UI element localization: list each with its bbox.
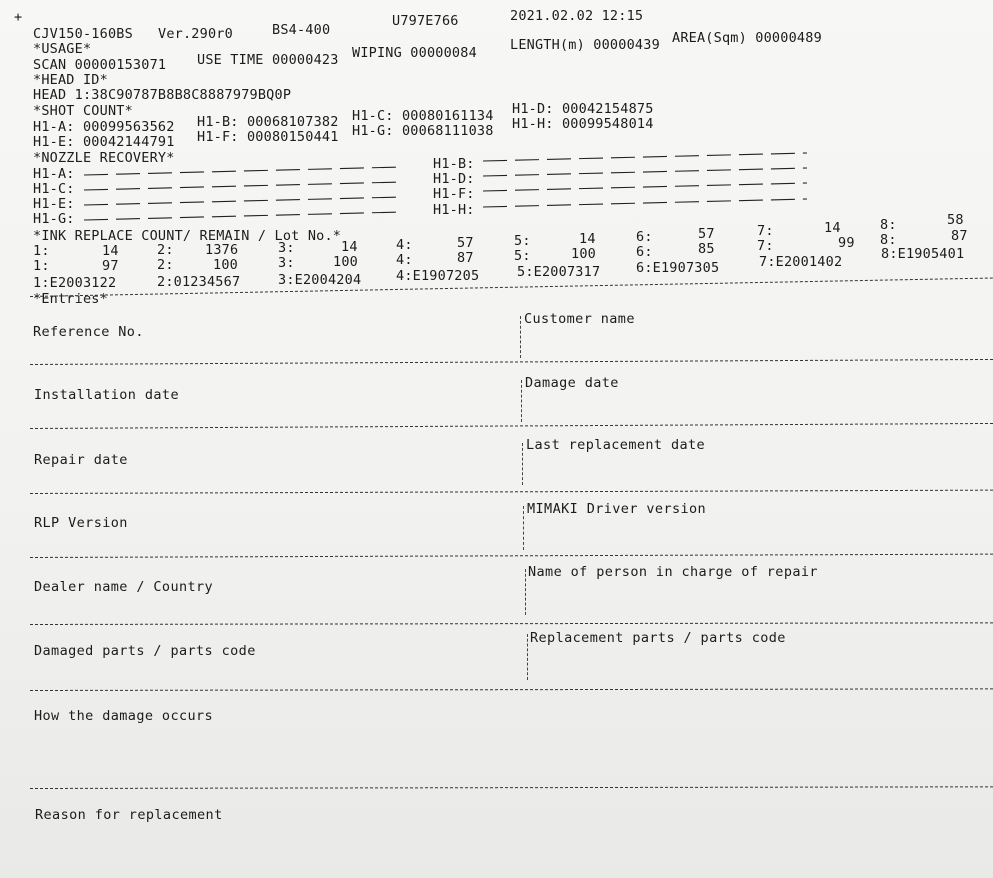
row-rule-4 — [30, 554, 993, 558]
remain-slot-2: 2: — [157, 257, 174, 273]
count-value-1: 14 — [102, 243, 119, 259]
remain-slot-7: 7: — [757, 238, 774, 254]
row-rule-5 — [30, 622, 993, 625]
model-name: CJV150-160BS — [33, 26, 133, 42]
remain-value-8: 87 — [951, 228, 968, 244]
label-person-in-charge: Name of person in charge of repair — [528, 564, 818, 580]
count-value-2: 1376 — [205, 242, 239, 258]
shot-count-d: H1-D: 00042154875 — [512, 101, 654, 117]
remain-slot-4: 4: — [396, 252, 413, 268]
remain-value-2: 100 — [213, 257, 238, 273]
row-rule-6 — [30, 688, 993, 691]
count-value-6: 57 — [698, 226, 715, 242]
shot-count-b: H1-B: 00068107382 — [197, 114, 339, 130]
count-slot-7: 7: — [757, 223, 774, 239]
shot-count-a: H1-A: 00099563562 — [33, 119, 175, 135]
nozzle-dashes-e — [84, 194, 404, 206]
nozzle-label-h: H1-H: — [433, 202, 475, 218]
remain-value-1: 97 — [102, 258, 119, 274]
count-slot-4: 4: — [396, 237, 413, 253]
remain-slot-8: 8: — [880, 232, 897, 248]
usage-area: AREA(Sqm) 00000489 — [672, 30, 822, 46]
row-rule-2 — [30, 423, 993, 429]
remain-value-4: 87 — [457, 250, 474, 266]
serial-number: U797E766 — [392, 13, 459, 29]
nozzle-label-g: H1-G: — [33, 211, 75, 227]
nozzle-dashes-d — [483, 165, 809, 177]
usage-use-time: USE TIME 00000423 — [197, 52, 339, 68]
label-rlp-version: RLP Version — [34, 515, 128, 531]
count-value-3: 14 — [341, 239, 358, 255]
corner-mark: + — [14, 9, 23, 25]
column-divider-3 — [522, 443, 523, 485]
shot-count-h: H1-H: 00099548014 — [512, 116, 654, 132]
nozzle-dashes-g — [84, 209, 404, 221]
count-value-4: 57 — [457, 235, 474, 251]
nozzle-label-d: H1-D: — [433, 171, 475, 187]
nozzle-label-e: H1-E: — [33, 196, 75, 212]
nozzle-label-a: H1-A: — [33, 166, 75, 182]
lot-number-5: 5:E2007317 — [517, 264, 601, 280]
nozzle-dashes-h — [483, 196, 809, 208]
column-divider-6 — [527, 634, 528, 680]
remain-slot-6: 6: — [636, 244, 653, 260]
row-rule-1 — [30, 359, 993, 365]
nozzle-label-b: H1-B: — [433, 156, 475, 172]
label-mimaki-driver-version: MIMAKI Driver version — [527, 501, 707, 517]
count-slot-3: 3: — [278, 240, 295, 256]
lot-number-6: 6:E1907305 — [636, 260, 720, 276]
label-installation-date: Installation date — [34, 387, 179, 403]
column-divider-4 — [523, 506, 524, 550]
ink-replace-title: *INK REPLACE COUNT/ REMAIN / Lot No.* — [33, 228, 342, 244]
lot-number-4: 4:E1907205 — [396, 268, 480, 284]
label-reference-no: Reference No. — [33, 324, 144, 340]
label-how-damage-occurs: How the damage occurs — [34, 708, 214, 724]
count-slot-1: 1: — [33, 243, 50, 259]
shot-count-e: H1-E: 00042144791 — [33, 134, 175, 150]
lot-number-3: 3:E2004204 — [278, 272, 362, 288]
usage-scan: SCAN 00000153071 — [33, 57, 167, 73]
remain-slot-5: 5: — [514, 248, 531, 264]
label-last-replacement-date: Last replacement date — [526, 437, 706, 453]
print-datetime: 2021.02.02 12:15 — [510, 8, 644, 24]
row-rule-3 — [30, 490, 993, 494]
lot-number-1: 1:E2003122 — [33, 275, 117, 291]
entries-title: *Entries* — [33, 291, 108, 307]
remain-value-6: 85 — [698, 241, 715, 257]
nozzle-label-c: H1-C: — [33, 181, 75, 197]
shot-count-c: H1-C: 00080161134 — [352, 108, 494, 124]
column-divider-2 — [521, 380, 522, 422]
shot-count-title: *SHOT COUNT* — [33, 103, 133, 119]
remain-value-5: 100 — [571, 246, 596, 262]
column-divider-5 — [525, 569, 526, 615]
nozzle-dashes-f — [483, 180, 809, 192]
label-reason-for-replacement: Reason for replacement — [35, 807, 223, 823]
remain-value-3: 100 — [333, 254, 358, 270]
nozzle-dashes-a — [84, 164, 404, 176]
count-slot-8: 8: — [880, 217, 897, 233]
usage-length: LENGTH(m) 00000439 — [510, 37, 660, 53]
usage-wiping: WIPING 00000084 — [352, 45, 477, 61]
label-customer-name: Customer name — [524, 311, 635, 327]
count-slot-2: 2: — [157, 242, 174, 258]
usage-title: *USAGE* — [33, 41, 92, 57]
nozzle-dashes-b — [483, 150, 809, 162]
row-rule-7 — [30, 786, 993, 789]
shot-count-g: H1-G: 00068111038 — [352, 123, 494, 139]
label-repair-date: Repair date — [34, 452, 128, 468]
label-damaged-parts: Damaged parts / parts code — [34, 643, 256, 659]
remain-slot-1: 1: — [33, 258, 50, 274]
count-slot-5: 5: — [514, 233, 531, 249]
count-value-8: 58 — [947, 212, 964, 228]
head-id-title: *HEAD ID* — [33, 72, 108, 88]
remain-value-7: 99 — [838, 235, 855, 251]
count-slot-6: 6: — [636, 229, 653, 245]
count-value-5: 14 — [579, 231, 596, 247]
remain-slot-3: 3: — [278, 255, 295, 271]
count-value-7: 14 — [824, 220, 841, 236]
label-replacement-parts: Replacement parts / parts code — [530, 630, 786, 646]
lot-number-2: 2:01234567 — [157, 274, 241, 290]
nozzle-recovery-title: *NOZZLE RECOVERY* — [33, 150, 175, 166]
label-damage-date: Damage date — [525, 375, 619, 391]
firmware-version: Ver.290r0 — [158, 26, 233, 42]
shot-count-f: H1-F: 00080150441 — [197, 129, 339, 145]
nozzle-dashes-c — [84, 179, 404, 191]
ink-type: BS4-400 — [272, 22, 331, 38]
column-divider-1 — [520, 316, 521, 358]
lot-number-7: 7:E2001402 — [759, 254, 843, 270]
lot-number-8: 8:E1905401 — [881, 246, 965, 262]
head-id-value: HEAD 1:38C90787B8B8C8887979BQ0P — [33, 87, 292, 103]
label-dealer-country: Dealer name / Country — [34, 579, 214, 595]
nozzle-label-f: H1-F: — [433, 186, 475, 202]
